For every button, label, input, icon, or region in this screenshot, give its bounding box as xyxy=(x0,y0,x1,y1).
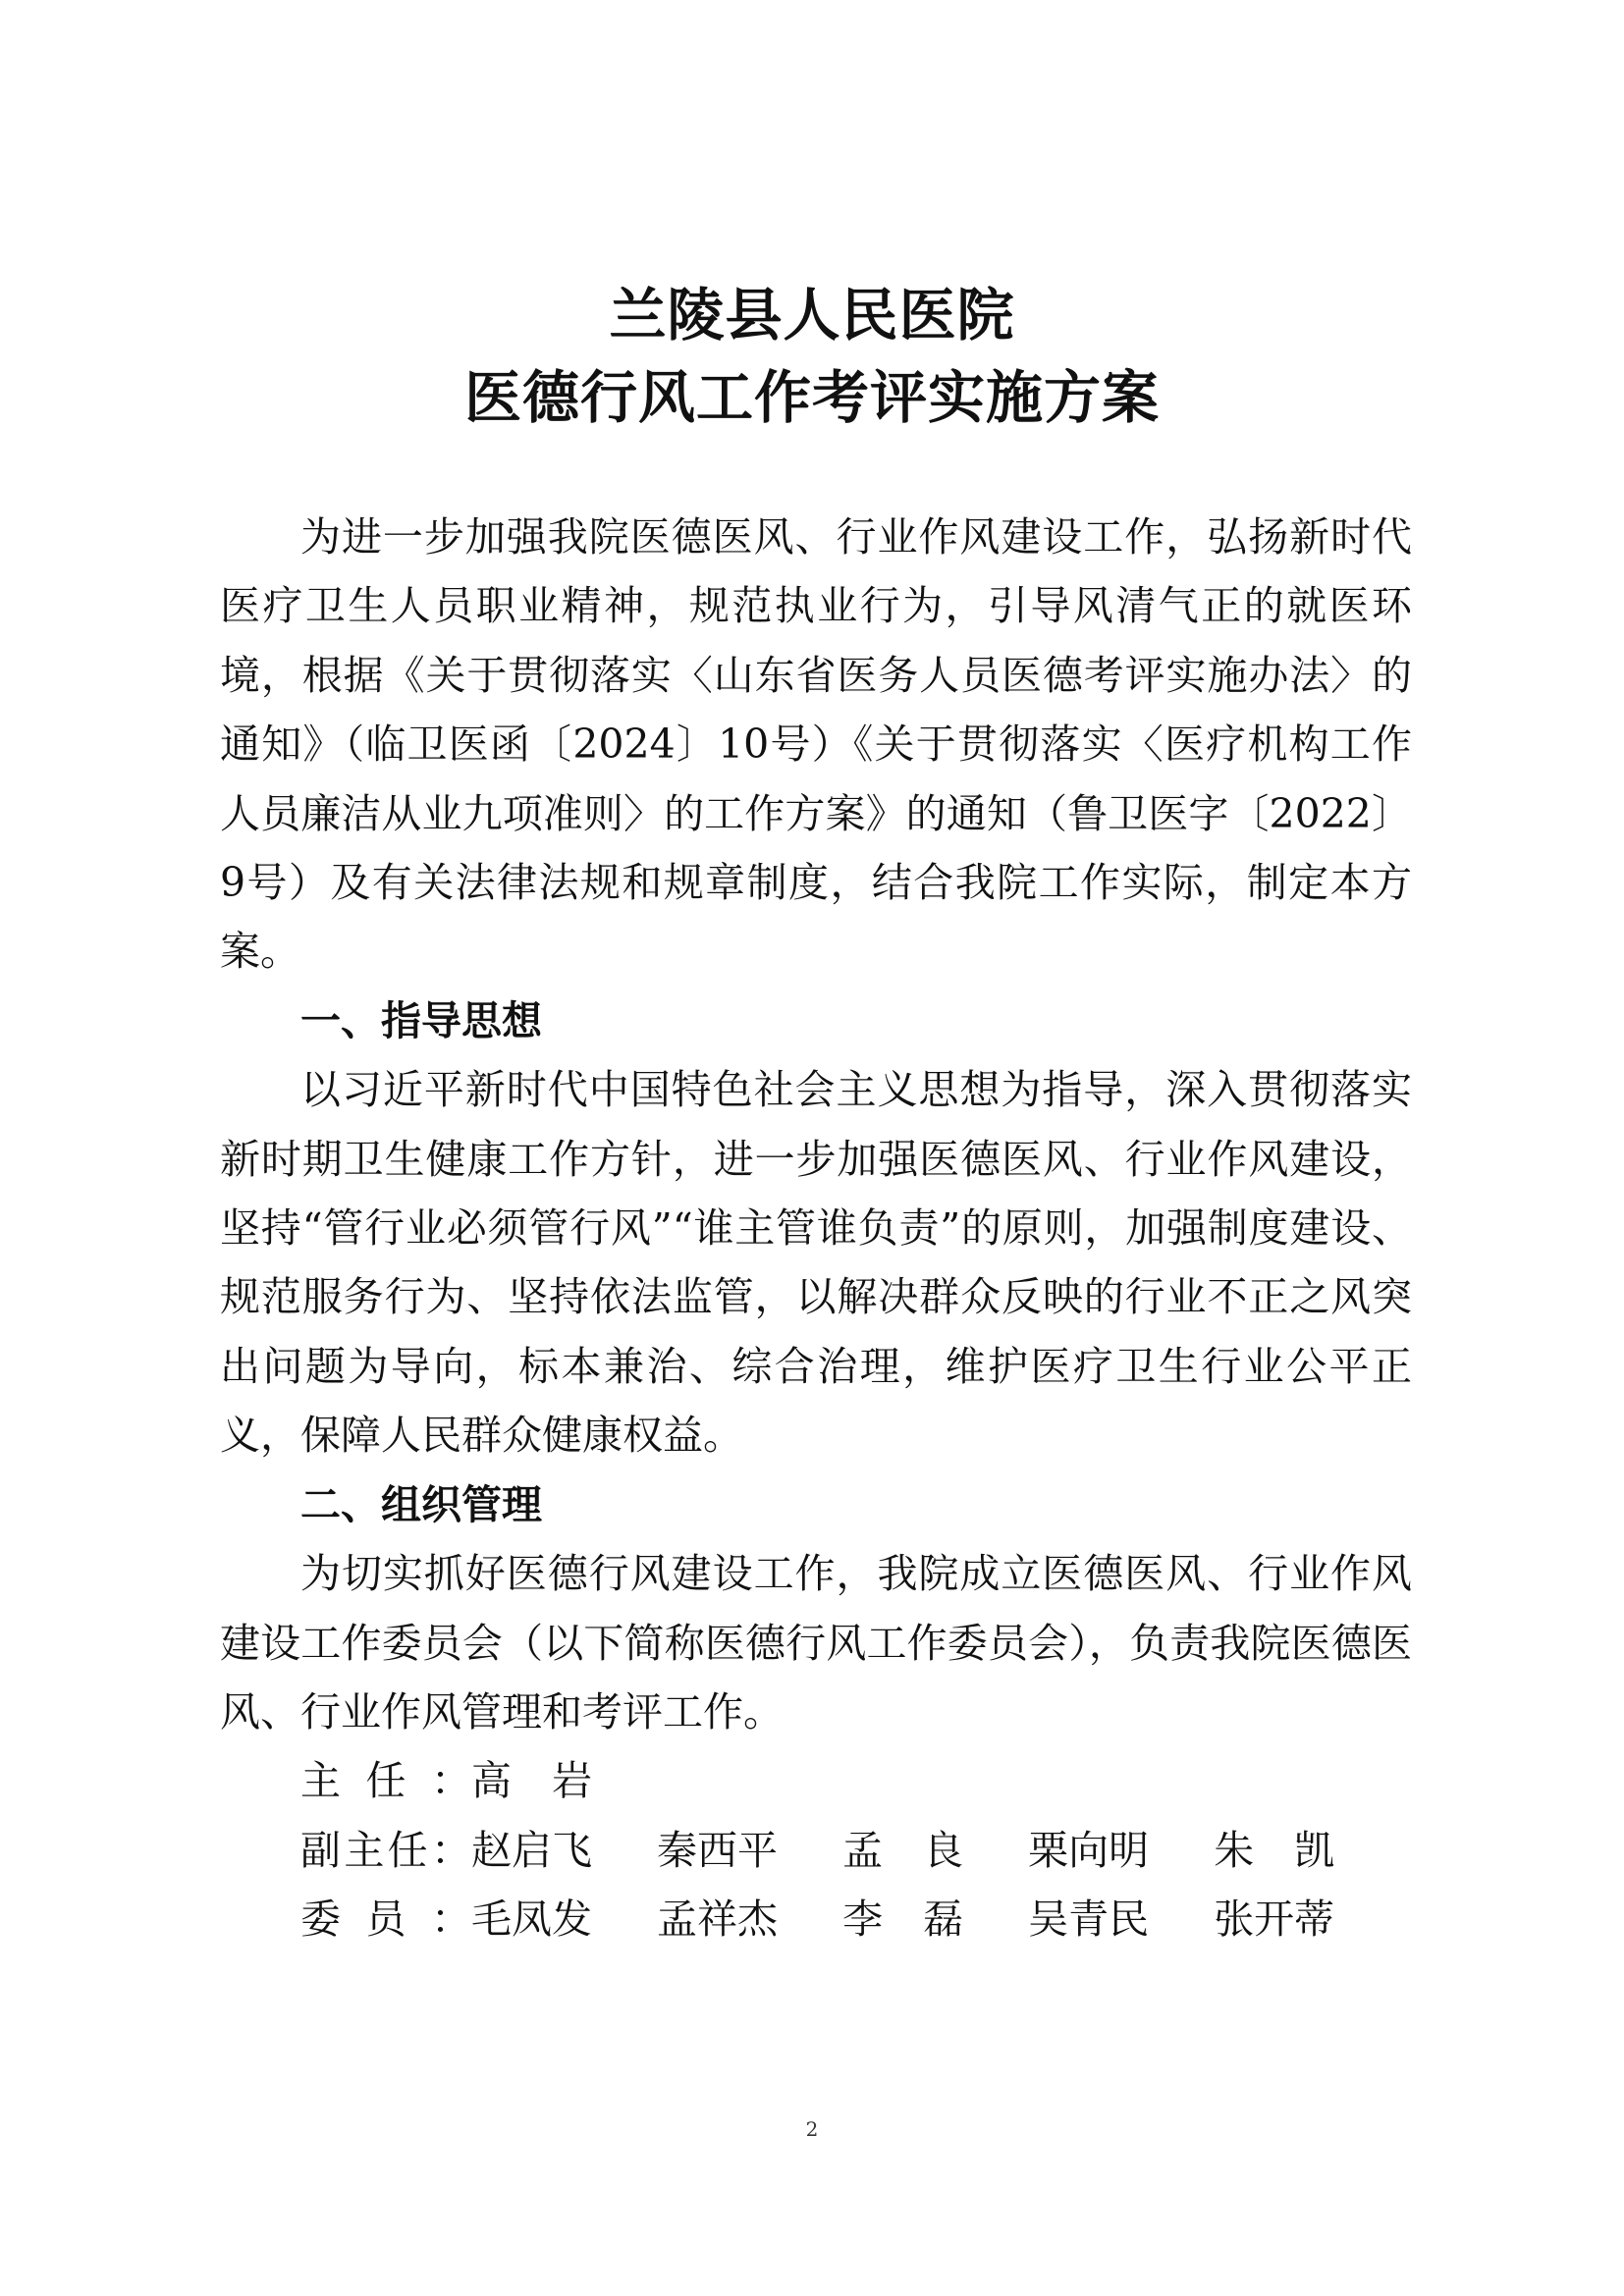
member-name: 孟祥杰 xyxy=(657,1896,779,1944)
page-number: 2 xyxy=(805,2117,819,2141)
director-line xyxy=(220,1746,1412,1815)
section1-paragraph: 以习近平新时代中国特色社会主义思想为指导，深入贯彻落实新时期卫生健康工作方针，进一步加强医德医风、行业作风建设，坚持“管行业必须管行风”“谁主管谁负责”的原则，加强制度建设、规范服务行为、坚持依法监管，以解决群众反映的行业不正之风突出问题为导向，标本兼治、综合治理，维护医疗卫生行业公平正义，保障人民群众健康权益。 xyxy=(220,1066,1412,1460)
deputy-names xyxy=(471,1816,1386,1885)
deputy-line xyxy=(220,1816,1412,1885)
deputy-name: 秦西平 xyxy=(657,1826,779,1874)
member-name: 吴青民 xyxy=(1028,1896,1150,1944)
deputy-name: 赵启飞 xyxy=(471,1826,592,1874)
director-names xyxy=(471,1746,644,1815)
section2-heading: 二、组织管理 xyxy=(300,1480,542,1528)
member-name: 李 磊 xyxy=(842,1896,964,1944)
document-body xyxy=(220,503,1412,1954)
deputy-name: 栗向明 xyxy=(1028,1826,1150,1874)
director-label: 主任： xyxy=(300,1757,471,1805)
director-name: 高 岩 xyxy=(471,1757,592,1805)
document-title-line2: 医德行风工作考评实施方案 xyxy=(463,364,1160,431)
member-names xyxy=(471,1885,1386,1953)
section2-paragraph: 为切实抓好医德行风建设工作，我院成立医德医风、行业作风建设工作委员会（以下简称医德行风工作委员会），负责我院医德医风、行业作风管理和考评工作。 xyxy=(220,1550,1412,1735)
section1-heading: 一、指导思想 xyxy=(300,996,542,1044)
member-name: 张开蒂 xyxy=(1214,1896,1335,1944)
member-label: 委员： xyxy=(300,1896,471,1944)
document-title-line1: 兰陵县人民医院 xyxy=(609,282,1015,348)
member-line xyxy=(220,1885,1412,1953)
deputy-name: 孟 良 xyxy=(842,1826,964,1874)
deputy-label: 副主任： xyxy=(300,1826,471,1874)
intro-paragraph: 为进一步加强我院医德医风、行业作风建设工作，弘扬新时代医疗卫生人员职业精神，规范执业行为，引导风清气正的就医环境，根据《关于贯彻落实〈山东省医务人员医德考评实施办法〉的通知》（临卫医函〔2024〕10号）《关于贯彻落实〈医疗机构工作人员廉洁从业九项准则〉的工作方案》的通知（鲁卫医字〔2022〕9号）及有关法律法规和规章制度，结合我院工作实际，制定本方案。 xyxy=(220,513,1412,976)
deputy-name: 朱 凯 xyxy=(1214,1826,1335,1874)
member-name: 毛凤发 xyxy=(471,1896,592,1944)
